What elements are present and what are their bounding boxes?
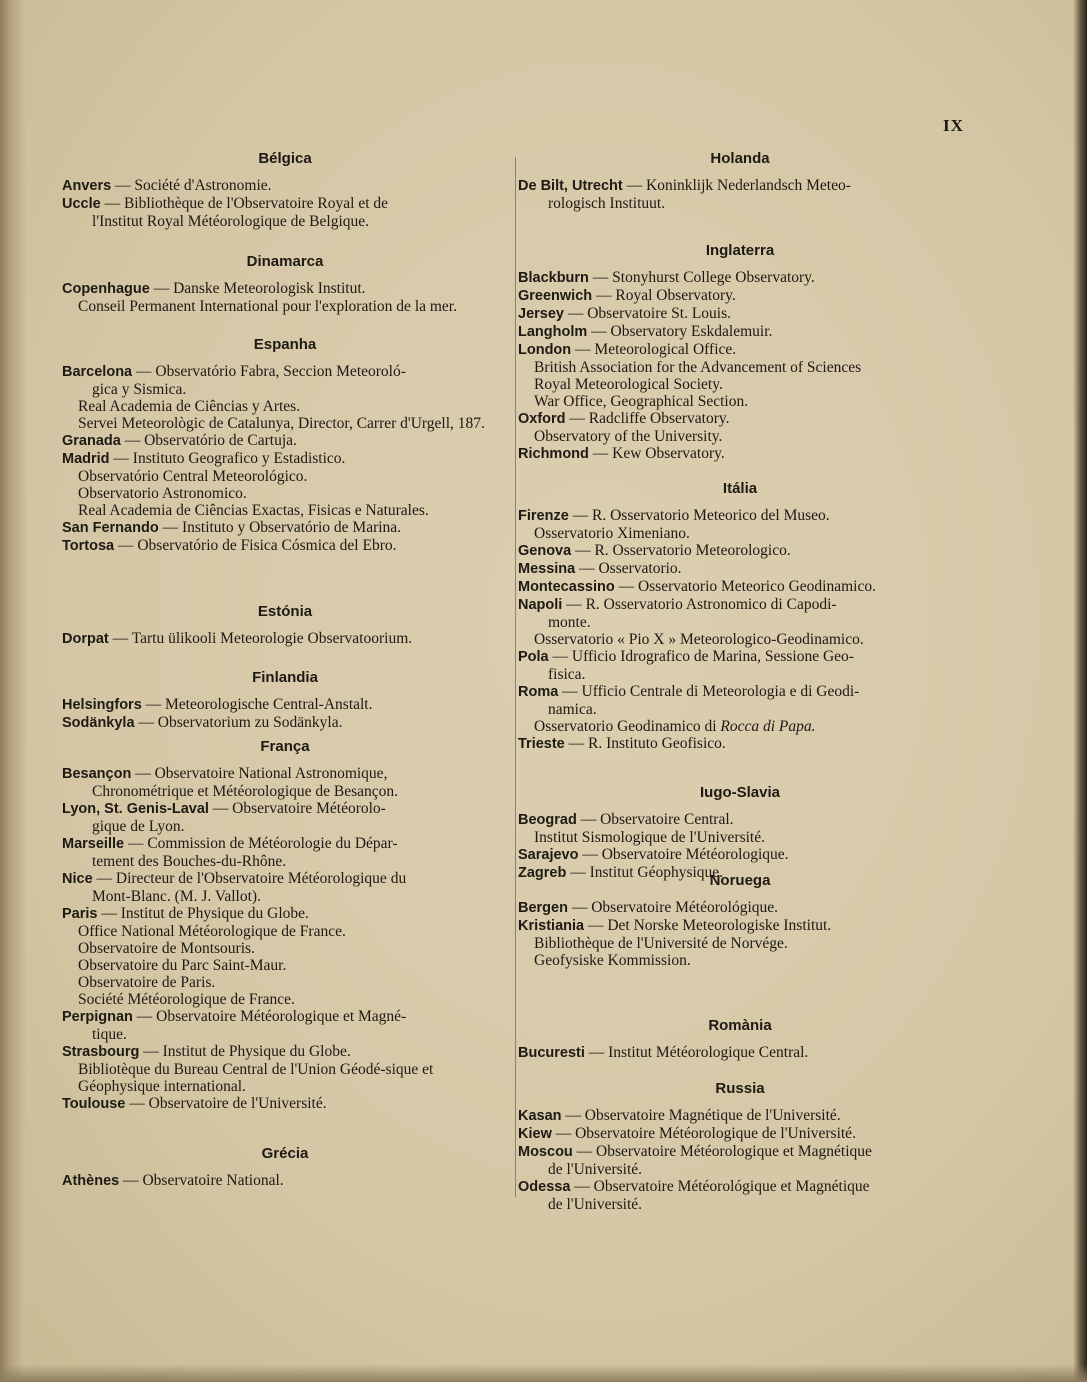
city-name: Zagreb bbox=[518, 865, 567, 881]
country-section bbox=[518, 480, 962, 753]
entry-sub-line: Office National Météorologique de France. bbox=[78, 923, 346, 940]
institution-text: — Institut de Physique du Globe. bbox=[101, 905, 309, 922]
entry-first-line bbox=[518, 177, 851, 194]
entry-sub-line: British Association for the Advancement of Sciences bbox=[534, 359, 862, 376]
institution-text: — Danske Meteorologisk Institut. bbox=[153, 280, 366, 297]
institution-text: — Royal Observatory. bbox=[596, 287, 736, 304]
institution-text: — Observatorium zu Sodänkyla. bbox=[138, 714, 343, 731]
entry-sub-line: Conseil Permanent International pour l'exploration de la mer. bbox=[78, 298, 457, 315]
institution-text: — Institut de Physique du Globe. bbox=[143, 1043, 351, 1060]
entry-first-line bbox=[62, 630, 412, 647]
institution-text: — Société d'Astronomie. bbox=[115, 177, 272, 194]
city-name: Oxford bbox=[518, 411, 566, 427]
directory-entry bbox=[518, 811, 962, 846]
institution-text: — Observatoire National. bbox=[123, 1172, 284, 1189]
entry-first-line bbox=[62, 870, 406, 887]
city-name: Greenwich bbox=[518, 288, 593, 304]
entry-continuation: tement des Bouches-du-Rhône. bbox=[92, 853, 287, 870]
city-name: Moscou bbox=[518, 1144, 573, 1160]
country-heading: Espanha bbox=[253, 336, 317, 353]
directory-entry bbox=[518, 410, 962, 445]
institution-text: — Koninklijk Nederlandsch Meteo- bbox=[626, 177, 851, 194]
institution-text: — Det Norske Meteorologiske Institut. bbox=[587, 917, 832, 934]
entry-sub-line: Real Academia de Ciências y Artes. bbox=[78, 398, 301, 415]
entry-first-line bbox=[518, 410, 730, 427]
entry-first-line bbox=[518, 287, 736, 304]
institution-text: — Osservatorio. bbox=[579, 560, 682, 577]
country-section bbox=[518, 1017, 962, 1062]
city-name: Marseille bbox=[62, 836, 125, 852]
city-name: Besançon bbox=[62, 766, 132, 782]
country-section bbox=[518, 872, 962, 969]
entry-first-line bbox=[518, 846, 789, 863]
country-heading: França bbox=[260, 738, 310, 755]
institution-text: — Observatório de Fisica Cósmica del Ebro. bbox=[117, 537, 397, 554]
institution-text: — Observatoire Central. bbox=[580, 811, 734, 828]
entry-first-line bbox=[62, 765, 387, 782]
entry-first-line bbox=[62, 1008, 406, 1025]
city-name: London bbox=[518, 342, 572, 358]
entry-first-line bbox=[518, 1125, 856, 1142]
entry-first-line bbox=[518, 917, 831, 934]
entry-first-line bbox=[62, 519, 401, 536]
institution-text: — Directeur de l'Observatoire Météorologique du bbox=[96, 870, 407, 887]
entry-continuation: de l'Université. bbox=[548, 1196, 643, 1213]
directory-entry bbox=[62, 696, 508, 714]
institution-text: — Institut Géophysique. bbox=[570, 864, 724, 881]
entry-sub-line: Geofysiske Kommission. bbox=[534, 952, 691, 969]
institution-text: — Observatoire National Astronomique, bbox=[135, 765, 388, 782]
city-name: Richmond bbox=[518, 446, 589, 462]
country-section bbox=[518, 242, 962, 463]
entry-first-line bbox=[518, 683, 859, 700]
institution-text: — Observatório de Cartuja. bbox=[124, 432, 297, 449]
city-name: Copenhague bbox=[62, 281, 150, 297]
entry-first-line bbox=[62, 1095, 327, 1112]
directory-entry bbox=[62, 905, 508, 1008]
institution-text: — Bibliothèque de l'Observatoire Royal et de bbox=[104, 195, 389, 212]
city-name: Messina bbox=[518, 561, 576, 577]
institution-text: — Commission de Météorologie du Dépar- bbox=[127, 835, 398, 852]
entry-sub-line: Royal Meteorological Society. bbox=[534, 376, 723, 393]
directory-entry bbox=[62, 765, 508, 800]
entry-sub-line: Servei Meteorològic de Catalunya, Director, Carrer d'Urgell, 187. bbox=[78, 415, 485, 432]
directory-entry bbox=[518, 445, 962, 463]
entry-first-line bbox=[62, 280, 366, 297]
city-name: Genova bbox=[518, 543, 572, 559]
directory-entry bbox=[62, 1008, 508, 1043]
entry-sub-line: Institut Sismologique de l'Université. bbox=[534, 829, 765, 846]
entry-first-line bbox=[518, 648, 854, 665]
city-name: Strasbourg bbox=[62, 1044, 140, 1060]
directory-entry bbox=[518, 269, 962, 287]
entry-first-line bbox=[518, 323, 772, 340]
entry-sub-line: Observatoire de Paris. bbox=[78, 974, 216, 991]
country-section bbox=[62, 253, 508, 315]
entry-sub-line: Bibliotèque du Bureau Central de l'Union Géodé-sique et Géophysique international. bbox=[78, 1061, 434, 1095]
directory-entry bbox=[62, 537, 508, 555]
city-name: Granada bbox=[62, 433, 121, 449]
city-name: Kristiania bbox=[518, 918, 585, 934]
entry-first-line bbox=[62, 835, 398, 852]
city-name: Langholm bbox=[518, 324, 588, 340]
entry-first-line bbox=[62, 905, 309, 922]
directory-entry bbox=[518, 1044, 962, 1062]
city-name: Sodänkyla bbox=[62, 715, 135, 731]
institution-text: — Observatoire Météorolo- bbox=[212, 800, 386, 817]
country-heading: Noruega bbox=[709, 872, 771, 889]
country-heading: Dinamarca bbox=[246, 253, 324, 270]
entry-first-line bbox=[518, 507, 830, 524]
entry-first-line bbox=[518, 1143, 872, 1160]
city-name: Kasan bbox=[518, 1108, 562, 1124]
institution-text: — R. Osservatorio Meteorologico. bbox=[575, 542, 791, 559]
country-section bbox=[518, 784, 962, 882]
country-heading: Grécia bbox=[261, 1145, 309, 1162]
city-name: Beograd bbox=[518, 812, 577, 828]
country-section bbox=[62, 336, 508, 555]
directory-entry bbox=[62, 195, 508, 230]
city-name: Roma bbox=[518, 684, 559, 700]
city-name: Barcelona bbox=[62, 364, 133, 380]
entry-first-line bbox=[62, 363, 406, 380]
entry-continuation: fisica. bbox=[548, 666, 586, 683]
institution-text: — Stonyhurst College Observatory. bbox=[592, 269, 815, 286]
directory-entry bbox=[518, 287, 962, 305]
country-section bbox=[62, 1145, 508, 1190]
city-name: Lyon, St. Genis-Laval bbox=[62, 801, 209, 817]
institution-text: — Instituto Geografico y Estadistico. bbox=[113, 450, 346, 467]
entry-first-line bbox=[518, 542, 791, 559]
city-name: Toulouse bbox=[62, 1096, 126, 1112]
directory-entry bbox=[62, 835, 508, 870]
city-name: Trieste bbox=[518, 736, 565, 752]
entry-italic-text: Rocca di Papa. bbox=[720, 718, 816, 735]
directory-entry bbox=[518, 683, 962, 718]
institution-text: — Tartu ülikooli Meteorologie Observatoorium. bbox=[112, 630, 413, 647]
city-name: Dorpat bbox=[62, 631, 109, 647]
directory-entry bbox=[62, 870, 508, 905]
directory-entry bbox=[62, 519, 508, 537]
country-heading: Bélgica bbox=[258, 150, 312, 167]
directory-entry bbox=[518, 177, 962, 212]
entry-continuation: Mont-Blanc. (M. J. Vallot). bbox=[92, 888, 261, 905]
city-name: Anvers bbox=[62, 178, 112, 194]
directory-entry bbox=[518, 1125, 962, 1143]
entry-sub-line: Osservatorio Ximeniano. bbox=[534, 525, 690, 542]
country-section bbox=[62, 738, 508, 1113]
directory-entry bbox=[518, 560, 962, 578]
column-divider bbox=[515, 157, 516, 1197]
entry-continuation: gica y Sismica. bbox=[92, 381, 187, 398]
entry-first-line bbox=[62, 450, 345, 467]
entry-first-line bbox=[62, 714, 342, 731]
institution-text: — Observatoire de l'Université. bbox=[129, 1095, 327, 1112]
institution-text: — Observatório Fabra, Seccion Meteoroló- bbox=[136, 363, 406, 380]
country-heading: Romània bbox=[708, 1017, 772, 1034]
institution-text: — Observatoire Météorológique. bbox=[571, 899, 779, 916]
city-name: Paris bbox=[62, 906, 98, 922]
entry-continuation: gique de Lyon. bbox=[92, 818, 185, 835]
entry-first-line bbox=[518, 1107, 841, 1124]
institution-text: — Institut Météorologique Central. bbox=[588, 1044, 809, 1061]
city-name: Bucuresti bbox=[518, 1045, 585, 1061]
entry-first-line bbox=[62, 432, 297, 449]
institution-text: — Observatoire Météorologique. bbox=[582, 846, 789, 863]
directory-entry bbox=[518, 578, 962, 596]
page-right-edge bbox=[1073, 0, 1087, 1382]
entry-first-line bbox=[518, 305, 731, 322]
directory-entry bbox=[62, 363, 508, 432]
city-name: Perpignan bbox=[62, 1009, 133, 1025]
page-number: IX bbox=[943, 116, 964, 135]
entry-first-line bbox=[518, 560, 682, 577]
city-name: Blackburn bbox=[518, 270, 589, 286]
entry-sub-line: Observatory of the University. bbox=[534, 428, 723, 445]
city-name: Pola bbox=[518, 649, 549, 665]
city-name: Helsingfors bbox=[62, 697, 142, 713]
institution-text: — Observatoire Météorologique et Magné- bbox=[136, 1008, 407, 1025]
institution-text: — Observatoire St. Louis. bbox=[567, 305, 732, 322]
entry-first-line bbox=[518, 1178, 870, 1195]
institution-text: — Meteorologische Central-Anstalt. bbox=[145, 696, 373, 713]
entry-first-line bbox=[518, 1044, 808, 1061]
institution-text: — Observatory Eskdalemuir. bbox=[591, 323, 773, 340]
country-heading: Holanda bbox=[710, 150, 770, 167]
entry-first-line bbox=[518, 578, 876, 595]
country-section bbox=[62, 669, 508, 732]
country-heading: Estónia bbox=[257, 603, 313, 620]
institution-text: — Observatoire Météorologique de l'Université. bbox=[555, 1125, 856, 1142]
directory-entry bbox=[62, 450, 508, 519]
city-name: Montecassino bbox=[518, 579, 615, 595]
country-heading: Finlandia bbox=[252, 669, 318, 686]
city-name: Athènes bbox=[62, 1173, 120, 1189]
directory-entry bbox=[518, 1107, 962, 1125]
country-section bbox=[518, 1080, 962, 1213]
institution-text: — R. Instituto Geofisico. bbox=[568, 735, 726, 752]
directory-entry bbox=[62, 177, 508, 195]
entry-first-line bbox=[518, 596, 837, 613]
entry-first-line bbox=[518, 899, 778, 916]
directory-entry bbox=[518, 648, 962, 683]
entry-continuation: de l'Université. bbox=[548, 1161, 643, 1178]
entry-first-line bbox=[62, 177, 272, 194]
country-heading: Inglaterra bbox=[705, 242, 775, 259]
entry-sub-line: Real Academia de Ciências Exactas, Fisicas e Naturales. bbox=[78, 502, 429, 519]
entry-first-line bbox=[518, 811, 734, 828]
institution-text: — Ufficio Centrale di Meteorologia e di Geodi- bbox=[562, 683, 860, 700]
city-name: Sarajevo bbox=[518, 847, 579, 863]
entry-sub-line: War Office, Geographical Section. bbox=[534, 393, 749, 410]
entry-continuation: l'Institut Royal Météorologique de Belgique. bbox=[92, 213, 370, 230]
city-name: Nice bbox=[62, 871, 93, 887]
directory-entry bbox=[518, 899, 962, 917]
directory-entry bbox=[62, 714, 508, 732]
institution-text: — Instituto y Observatório de Marina. bbox=[162, 519, 402, 536]
directory-entry bbox=[62, 280, 508, 315]
page-bottom-edge bbox=[0, 1364, 1087, 1382]
institution-text: — Radcliffe Observatory. bbox=[569, 410, 730, 427]
directory-entry bbox=[518, 323, 962, 341]
institution-text: — Observatoire Météorológique et Magnétique bbox=[574, 1178, 870, 1195]
entry-continuation: namica. bbox=[548, 701, 597, 718]
directory-entry bbox=[62, 1043, 508, 1095]
city-name: Napoli bbox=[518, 597, 563, 613]
city-name: De Bilt, Utrecht bbox=[518, 178, 623, 194]
institution-text: — R. Osservatorio Astronomico di Capodi- bbox=[566, 596, 837, 613]
entry-continuation: Chronométrique et Météorologique de Besançon. bbox=[92, 783, 399, 800]
country-heading: Iugo-Slavia bbox=[699, 784, 781, 801]
entry-first-line bbox=[62, 537, 397, 554]
directory-entry bbox=[62, 432, 508, 450]
city-name: Tortosa bbox=[62, 538, 115, 554]
country-section bbox=[62, 603, 508, 648]
institution-text: — Observatoire Météorologique et Magnétique bbox=[576, 1143, 872, 1160]
institution-text: — Osservatorio Meteorico Geodinamico. bbox=[618, 578, 876, 595]
entry-continuation: rologisch Instituut. bbox=[548, 195, 666, 212]
entry-first-line bbox=[62, 195, 388, 212]
directory-entry bbox=[62, 1095, 508, 1113]
directory-entry bbox=[518, 846, 962, 864]
directory-entry bbox=[518, 1178, 962, 1213]
entry-first-line bbox=[62, 800, 386, 817]
directory-entry bbox=[518, 341, 962, 410]
city-name: Jersey bbox=[518, 306, 564, 322]
directory-entry bbox=[518, 305, 962, 323]
entry-continuation: monte. bbox=[548, 614, 591, 631]
directory-entry bbox=[518, 917, 962, 969]
city-name: Bergen bbox=[518, 900, 568, 916]
entry-first-line bbox=[62, 1043, 351, 1060]
entry-sub-line: Osservatorio « Pio X » Meteorologico-Geodinamico. bbox=[534, 631, 864, 648]
entry-first-line bbox=[62, 696, 373, 713]
entry-first-line bbox=[518, 445, 725, 462]
institution-text: — Kew Observatory. bbox=[592, 445, 725, 462]
entry-text: Osservatorio Geodinamico di bbox=[534, 718, 721, 735]
institution-text: — R. Osservatorio Meteorico del Museo. bbox=[572, 507, 830, 524]
institution-text: — Meteorological Office. bbox=[575, 341, 737, 358]
entry-sub-line: Observatoire de Montsouris. bbox=[78, 940, 255, 957]
entry-sub-line: Bibliothèque de l'Université de Norvége. bbox=[534, 935, 788, 952]
entry-sub-line: Observatorio Astronomico. bbox=[78, 485, 247, 502]
city-name: Odessa bbox=[518, 1179, 571, 1195]
directory-entry bbox=[518, 718, 962, 735]
directory-entry bbox=[62, 800, 508, 835]
city-name: Firenze bbox=[518, 508, 569, 524]
directory-entry bbox=[518, 596, 962, 648]
entry-sub-line bbox=[518, 718, 962, 735]
country-section bbox=[62, 150, 508, 230]
entry-first-line bbox=[518, 735, 726, 752]
directory-entry bbox=[62, 630, 508, 648]
country-section bbox=[518, 150, 962, 212]
country-heading: Russia bbox=[715, 1080, 765, 1097]
directory-entry bbox=[62, 1172, 508, 1190]
entry-sub-line: Observatório Central Meteorológico. bbox=[78, 468, 308, 485]
city-name: San Fernando bbox=[62, 520, 159, 536]
entry-first-line bbox=[62, 1172, 284, 1189]
institution-text: — Observatoire Magnétique de l'Université. bbox=[565, 1107, 841, 1124]
entry-sub-line: Observatoire du Parc Saint-Maur. bbox=[78, 957, 287, 974]
page-gutter-shadow bbox=[0, 0, 26, 1382]
directory-entry bbox=[518, 735, 962, 753]
directory-entry bbox=[518, 1143, 962, 1178]
institution-text: — Ufficio Idrografico de Marina, Sessione Geo- bbox=[552, 648, 854, 665]
city-name: Uccle bbox=[62, 196, 101, 212]
entry-first-line bbox=[518, 341, 736, 358]
entry-sub-line: Société Météorologique de France. bbox=[78, 991, 295, 1008]
directory-entry bbox=[518, 542, 962, 560]
entry-continuation: tique. bbox=[92, 1026, 127, 1043]
entry-first-line bbox=[518, 269, 815, 286]
country-heading: Itália bbox=[722, 480, 758, 497]
city-name: Kiew bbox=[518, 1126, 552, 1142]
city-name: Madrid bbox=[62, 451, 110, 467]
directory-entry bbox=[518, 507, 962, 542]
